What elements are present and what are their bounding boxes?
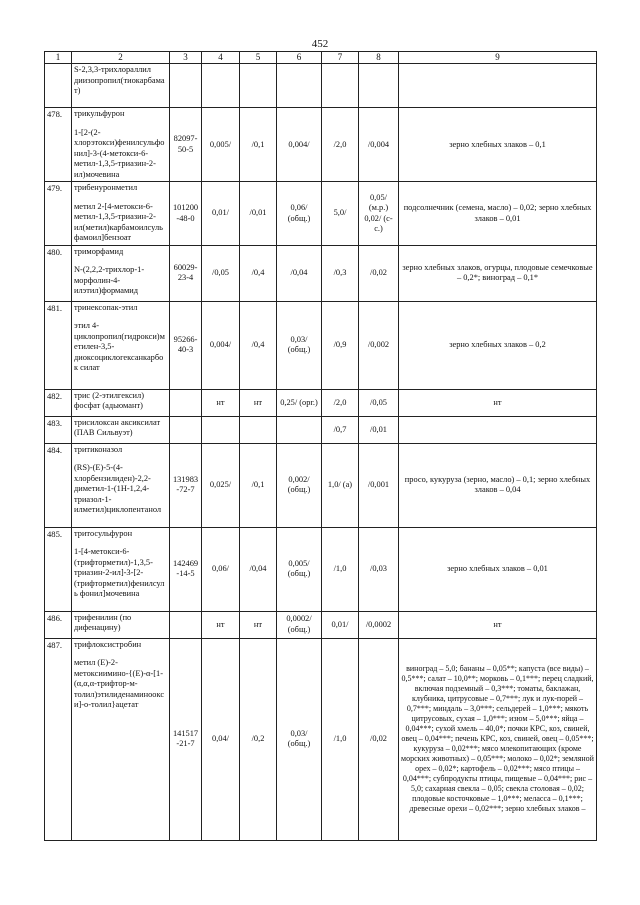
substance-name: трис (2-этилгексил) фосфат (адьюмант): [74, 390, 144, 411]
substance-name-cell: [72, 611, 170, 638]
column-header: 7: [322, 52, 359, 64]
row-number: 487.: [45, 638, 72, 840]
substance-name-cell: [72, 638, 170, 840]
value-col-8: /0,02: [359, 638, 399, 840]
cas-number: [170, 64, 202, 108]
table-row: [45, 108, 597, 182]
value-col-6: 0,0002/ (общ.): [277, 611, 322, 638]
table-row: [45, 182, 597, 246]
substances-table: [44, 51, 597, 841]
value-col-7: [322, 64, 359, 108]
column-header: 5: [240, 52, 277, 64]
value-col-4: нт: [202, 611, 240, 638]
value-col-5: [240, 64, 277, 108]
value-col-8: /0,01: [359, 416, 399, 443]
column-header-row: [45, 52, 597, 64]
value-col-6: 0,03/ (общ.): [277, 638, 322, 840]
cas-number: [170, 416, 202, 443]
page-number: 452: [311, 38, 329, 50]
value-col-6: 0,004/: [277, 108, 322, 182]
value-col-4: /0,05: [202, 245, 240, 301]
value-col-8: /0,004: [359, 108, 399, 182]
residue-limits: зерно хлебных злаков, огурцы, плодовые семечковые – 0,2*; виноград – 0,1*: [399, 245, 597, 301]
substance-name-cell: [72, 182, 170, 246]
table-row: [45, 527, 597, 611]
substance-name: трисилоксан аксиксилат (ПАВ Сильвуэт): [74, 417, 161, 438]
substance-name-cell: [72, 301, 170, 389]
table-row: [45, 443, 597, 527]
value-col-8: [359, 64, 399, 108]
row-number: 485.: [45, 527, 72, 611]
value-col-8: /0,002: [359, 301, 399, 389]
chemical-name: метил 2-[4-метокси-6-метил-1,3,5-триазин-2-ил(метил)карбамоилсуль фамоил]бензоат: [74, 201, 163, 243]
value-col-6: 0,005/ (общ.): [277, 527, 322, 611]
column-header: 2: [72, 52, 170, 64]
value-col-4: 0,01/: [202, 182, 240, 246]
value-col-7: /1,0: [322, 638, 359, 840]
substance-name: триморфамид: [74, 246, 124, 256]
value-col-8: 0,05/ (м.р.) 0,02/ (с-с.): [359, 182, 399, 246]
table-row: [45, 301, 597, 389]
value-col-6: /0,04: [277, 245, 322, 301]
row-number: 479.: [45, 182, 72, 246]
residue-limits: [399, 64, 597, 108]
chemical-name: метил (Е)-2-метоксиимино-{(Е)-α-[1-(α,α,α-трифтор-м-толил)этилиденаминоокс и]-о-толил}ацетат: [74, 658, 165, 710]
table-row: [45, 64, 597, 108]
value-col-4: 0,005/: [202, 108, 240, 182]
substance-name: S-2,3,3-трихлораллил диизопропил(тиокарбама т): [74, 65, 165, 96]
value-col-5: /0,4: [240, 245, 277, 301]
row-number: 483.: [45, 416, 72, 443]
chemical-name: этил 4-циклопропил(гидрокси)м етилен-3,5-диоксоциклогексанкарбок силат: [74, 321, 165, 373]
substance-name-cell: [72, 108, 170, 182]
cas-number: 131983-72-7: [170, 443, 202, 527]
value-col-8: /0,02: [359, 245, 399, 301]
chemical-name: (RS)-(E)-5-(4-хлорбензилиден)-2,2-диметил-1-(1Н-1,2,4-триазол-1-илметил)циклопентанол: [74, 463, 162, 515]
value-col-7: /0,3: [322, 245, 359, 301]
cas-number: 82097-50-5: [170, 108, 202, 182]
residue-limits: нт: [399, 389, 597, 416]
cas-number: [170, 389, 202, 416]
value-col-5: /0,01: [240, 182, 277, 246]
value-col-4: нт: [202, 389, 240, 416]
value-col-5: нт: [240, 611, 277, 638]
column-header: 6: [277, 52, 322, 64]
residue-limits: [399, 416, 597, 443]
value-col-8: /0,0002: [359, 611, 399, 638]
value-col-7: /2,0: [322, 389, 359, 416]
value-col-7: /0,7: [322, 416, 359, 443]
substance-name: трифлоксистробин: [74, 639, 142, 649]
value-col-6: [277, 416, 322, 443]
value-col-4: 0,06/: [202, 527, 240, 611]
value-col-7: 5,0/: [322, 182, 359, 246]
table-row: [45, 245, 597, 301]
cas-number: 141517-21-7: [170, 638, 202, 840]
substance-name: тринексопак-этил: [74, 302, 138, 312]
residue-limits: подсолнечник (семена, масло) – 0,02; зерно хлебных злаков – 0,01: [399, 182, 597, 246]
row-number: [45, 64, 72, 108]
value-col-5: /0,4: [240, 301, 277, 389]
table-row: [45, 389, 597, 416]
value-col-7: /1,0: [322, 527, 359, 611]
value-col-5: /0,1: [240, 108, 277, 182]
chemical-name: 1-[2-(2-хлорэтокси)фенилсульфо нил]-3-(4-метокси-6-метил-1,3,5-триазин-2-ил)мочевина: [74, 127, 165, 179]
value-col-6: 0,03/ (общ.): [277, 301, 322, 389]
substance-name: трифенилин (по дифенацину): [74, 612, 132, 633]
row-number: 478.: [45, 108, 72, 182]
value-col-5: /0,04: [240, 527, 277, 611]
column-header: 8: [359, 52, 399, 64]
value-col-7: 1,0/ (а): [322, 443, 359, 527]
table-row: [45, 638, 597, 840]
value-col-8: /0,03: [359, 527, 399, 611]
row-number: 482.: [45, 389, 72, 416]
substance-name: трикульфурон: [74, 109, 125, 119]
residue-limits: зерно хлебных злаков – 0,01: [399, 527, 597, 611]
column-header: 4: [202, 52, 240, 64]
value-col-4: [202, 64, 240, 108]
chemical-name: 1-[4-метокси-6-(трифторметил)-1,3,5-триазин-2-ил]-3-[2-(трифторметил)фенилсуль фонил]мочевина: [74, 547, 165, 599]
residue-limits: зерно хлебных злаков – 0,1: [399, 108, 597, 182]
substance-name-cell: [72, 443, 170, 527]
value-col-8: /0,001: [359, 443, 399, 527]
residue-limits: нт: [399, 611, 597, 638]
value-col-5: нт: [240, 389, 277, 416]
value-col-4: 0,004/: [202, 301, 240, 389]
substance-name-cell: [72, 416, 170, 443]
value-col-6: [277, 64, 322, 108]
table-row: [45, 416, 597, 443]
substance-name: трибенуронметил: [74, 183, 138, 193]
value-col-4: [202, 416, 240, 443]
value-col-7: 0,01/: [322, 611, 359, 638]
value-col-7: /2,0: [322, 108, 359, 182]
cas-number: 60029-23-4: [170, 245, 202, 301]
residue-limits: просо, кукуруза (зерно, масло) – 0,1; зерно хлебных злаков – 0,04: [399, 443, 597, 527]
chemical-name: N-(2,2,2-трихлор-1-морфолин-4-илэтил)формамид: [74, 265, 145, 296]
substance-name-cell: [72, 64, 170, 108]
column-header: 3: [170, 52, 202, 64]
substance-name-cell: [72, 389, 170, 416]
column-header: 9: [399, 52, 597, 64]
row-number: 484.: [45, 443, 72, 527]
value-col-4: 0,025/: [202, 443, 240, 527]
cas-number: 142469-14-5: [170, 527, 202, 611]
substance-name: тритосульфурон: [74, 528, 133, 538]
substance-name: тритиконазол: [74, 444, 123, 454]
residue-limits: виноград – 5,0; бананы – 0,05**; капуста (все виды) – 0,5***; салат – 10,0**; морковь – 0,1***; перец сладкий, включая подземный – 0,3***; томаты, баклажан, клубника, цитрусовые – 0,7***; лук и лук-порей – 0,7***; миндаль – 3,0***; сельдерей – 1,0***; мякоть цитрусовых, сухая – 1,0***; изюм – 5,0***; яйца – 0,04***; сухой хмель – 40,0*; почки КРС, коз, свиней, овец – 0,04***; печень КРС, коз, свиней, овец – 0,05***; кукуруза – 0,02***; мясо млекопитающих (кроме морских животных) – 0,05***; молоко – 0,02*; земляной орех – 0,02*; картофель – 0,02***; мясо птицы – 0,04***; субпродукты птицы, пищевые – 0,04***; рис – 5,0; сахарная свекла – 0,05; свекла столовая – 0,02; плодовые косточковые – 1,0***; меласса – 0,1***; древесные орехи – 0,02***; зерно хлебных злаков –: [399, 638, 597, 840]
value-col-7: /0,9: [322, 301, 359, 389]
value-col-6: 0,06/ (общ.): [277, 182, 322, 246]
value-col-8: /0,05: [359, 389, 399, 416]
value-col-5: /0,1: [240, 443, 277, 527]
value-col-5: [240, 416, 277, 443]
table-row: [45, 611, 597, 638]
substance-name-cell: [72, 245, 170, 301]
value-col-5: /0,2: [240, 638, 277, 840]
cas-number: 101200-48-0: [170, 182, 202, 246]
row-number: 480.: [45, 245, 72, 301]
row-number: 486.: [45, 611, 72, 638]
value-col-6: 0,002/ (общ.): [277, 443, 322, 527]
value-col-4: 0,04/: [202, 638, 240, 840]
residue-limits: зерно хлебных злаков – 0,2: [399, 301, 597, 389]
substance-name-cell: [72, 527, 170, 611]
row-number: 481.: [45, 301, 72, 389]
cas-number: [170, 611, 202, 638]
value-col-6: 0,25/ (орг.): [277, 389, 322, 416]
column-header: 1: [45, 52, 72, 64]
cas-number: 95266-40-3: [170, 301, 202, 389]
